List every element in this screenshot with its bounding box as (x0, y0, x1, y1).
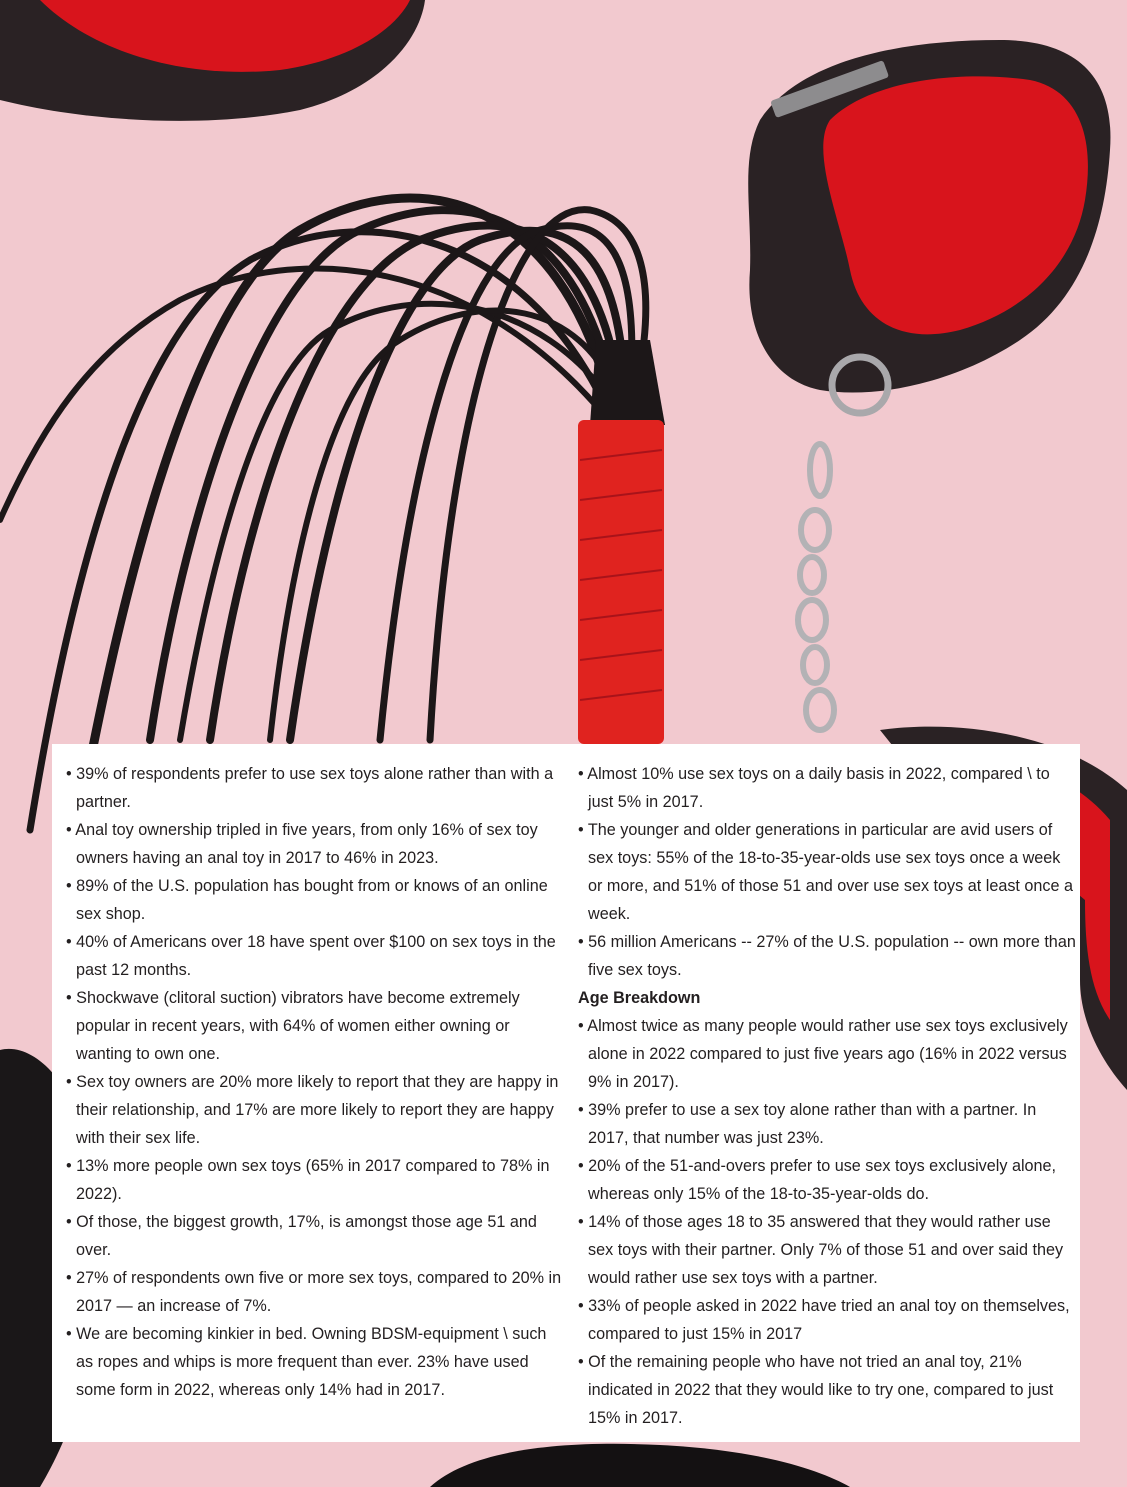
list-item: • 14% of those ages 18 to 35 answered that they would rather use sex toys with their partner. Only 7% of those 51 and over said they would rather use sex toys with a partner. (578, 1213, 1064, 1287)
list-item: • We are becoming kinkier in bed. Owning BDSM-equipment \ such as ropes and whips is more frequent than ever. 23% have used some form in 2022, whereas only 14% had in 2017. (66, 1325, 547, 1399)
age-breakdown-heading: Age Breakdown (578, 989, 701, 1007)
list-item: • Almost 10% use sex toys on a daily basis in 2022, compared \ to just 5% in 2017. (578, 765, 1050, 811)
list-item: • Anal toy ownership tripled in five years, from only 16% of sex toy owners having an anal toy in 2017 to 46% in 2023. (66, 821, 538, 867)
list-item: • 40% of Americans over 18 have spent over $100 on sex toys in the past 12 months. (66, 933, 556, 979)
list-item: • Sex toy owners are 20% more likely to report that they are happy in their relationship, and 17% are more likely to report they are happy with their sex life. (66, 1073, 559, 1147)
list-item: • 56 million Americans -- 27% of the U.S. population -- own more than five sex toys. (578, 933, 1076, 979)
list-item: • 33% of people asked in 2022 have tried an anal toy on themselves, compared to just 15% in 2017 (578, 1297, 1070, 1343)
right-column (578, 760, 1078, 1432)
list-item: • 20% of the 51-and-overs prefer to use sex toys exclusively alone, whereas only 15% of the 18-to-35-year-olds do. (578, 1157, 1057, 1203)
list-item: • 39% prefer to use a sex toy alone rather than with a partner. In 2017, that number was just 23%. (578, 1101, 1037, 1147)
left-column (66, 760, 566, 1404)
list-item: • Of the remaining people who have not tried an anal toy, 21% indicated in 2022 that they would like to try one, compared to just 15% in 2017. (578, 1353, 1054, 1427)
list-item: • 39% of respondents prefer to use sex toys alone rather than with a partner. (66, 765, 554, 811)
list-item: • The younger and older generations in particular are avid users of sex toys: 55% of the 18-to-35-year-olds use sex toys once a week or more, and 51% of those 51 and over use sex toys at least once a week. (578, 821, 1074, 923)
list-item: • Shockwave (clitoral suction) vibrators have become extremely popular in recent years, with 64% of women either owning or wanting to own one. (66, 989, 520, 1063)
list-item: • Almost twice as many people would rather use sex toys exclusively alone in 2022 compared to just five years ago (16% in 2022 versus 9% in 2017). (578, 1017, 1068, 1091)
list-item: • 89% of the U.S. population has bought from or knows of an online sex shop. (66, 877, 548, 923)
text-panel (52, 744, 1080, 1442)
list-item: • 13% more people own sex toys (65% in 2017 compared to 78% in 2022). (66, 1157, 550, 1203)
list-item: • Of those, the biggest growth, 17%, is amongst those age 51 and over. (66, 1213, 537, 1259)
list-item: • 27% of respondents own five or more sex toys, compared to 20% in 2017 — an increase of 7%. (66, 1269, 562, 1315)
